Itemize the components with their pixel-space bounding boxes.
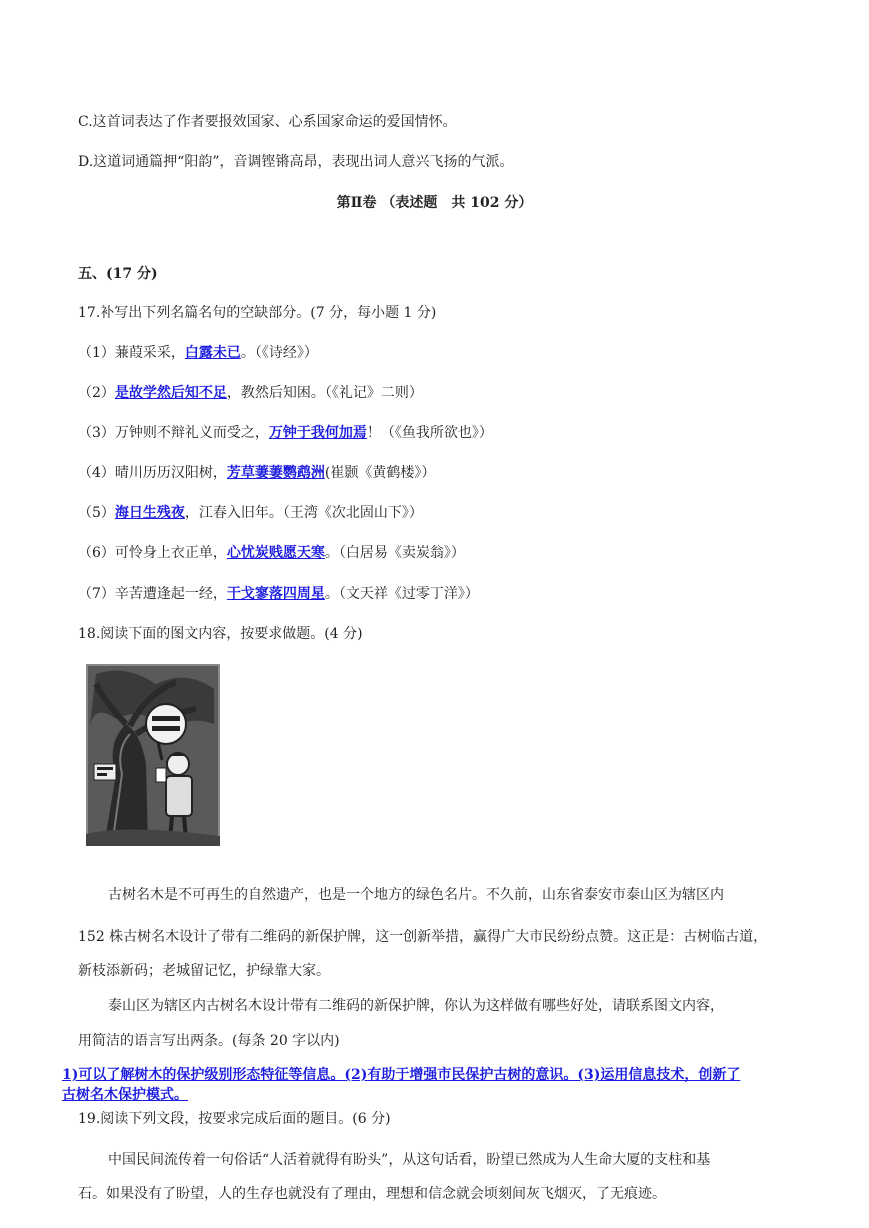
q17-answer-1: 白露未已: [184, 345, 241, 361]
q19-para-line2: 石。如果没有了盼望，人的生存也就没有了理由，理想和信念就会顷刻间灰飞烟灭，了无痕迹。: [78, 1186, 666, 1202]
q18-stem: 18.阅读下面的图文内容，按要求做题。(4 分): [78, 626, 363, 642]
q17-item-1: （1）蒹葭采采，白露未已。（《诗经》）: [78, 345, 318, 361]
q18-para2-line1: 泰山区为辖区内古树名木设计带有二维码的新保护牌，你认为这样做有哪些好处，请联系图文内容，: [108, 998, 724, 1014]
q17-stem: 17.补写出下列名篇名句的空缺部分。(7 分，每小题 1 分): [78, 305, 437, 321]
q17-answer-5: 海日生残夜: [114, 505, 185, 521]
part-title: 第Ⅱ卷 （表述题 共 102 分）: [336, 195, 533, 211]
q17-answer-6: 心忧炭贱愿天寒: [226, 545, 325, 561]
tree-qr-illustration: [86, 664, 220, 846]
q17-item-6: （6）可怜身上衣正单，心忧炭贱愿天寒。（白居易《卖炭翁》）: [78, 545, 465, 561]
q19-para-line1: 中国民间流传着一句俗话“人活着就得有盼头”，从这句话看，盼望已然成为人生命大厦的支柱和基: [108, 1152, 711, 1168]
q17-answer-4: 芳草萋萋鹦鹉洲: [226, 465, 325, 481]
q18-answer: 1)可以了解树木的保护级别形态特征等信息。(2)有助于增强市民保护古树的意识。(3)运用信息技术，创新了 古树名木保护模式。: [62, 1067, 741, 1103]
q17-answer-2: 是故学然后知不足: [114, 385, 227, 401]
option-d: D.这道词通篇押“阳韵”，音调铿锵高昂，表现出词人意兴飞扬的气派。: [78, 154, 514, 170]
q18-para1-line2: 152 株古树名木设计了带有二维码的新保护牌，这一创新举措，赢得广大市民纷纷点赞。这正是：古树临古道，: [78, 929, 768, 945]
q18-para1-line1: 古树名木是不可再生的自然遗产，也是一个地方的绿色名片。不久前，山东省泰安市泰山区为辖区内: [108, 887, 724, 903]
q17-answer-3: 万钟于我何加焉: [268, 425, 367, 441]
section-five-heading: 五、(17 分): [78, 266, 158, 282]
q17-item-5: （5）海日生残夜，江春入旧年。（王湾《次北固山下》）: [78, 505, 423, 521]
q19-stem: 19.阅读下列文段，按要求完成后面的题目。(6 分): [78, 1111, 391, 1127]
q17-item-7: （7）辛苦遭逢起一经，干戈寥落四周星。（文天祥《过零丁洋》）: [78, 586, 479, 602]
q17-item-4: （4）晴川历历汉阳树，芳草萋萋鹦鹉洲(崔颢《黄鹤楼》）: [78, 465, 436, 481]
q18-para1-line3: 新枝添新码；老城留记忆，护绿靠大家。: [78, 963, 330, 979]
q17-answer-7: 干戈寥落四周星: [226, 586, 325, 602]
option-c: C.这首词表达了作者要报效国家、心系国家命运的爱国情怀。: [78, 114, 457, 130]
q17-item-3: （3）万钟则不辩礼义而受之，万钟于我何加焉！（《鱼我所欲也》）: [78, 425, 493, 441]
q17-item-2: （2）是故学然后知不足，教然后知困。（《礼记》二则）: [78, 385, 423, 401]
q18-para2-line2: 用简洁的语言写出两条。(每条 20 字以内): [78, 1033, 340, 1049]
